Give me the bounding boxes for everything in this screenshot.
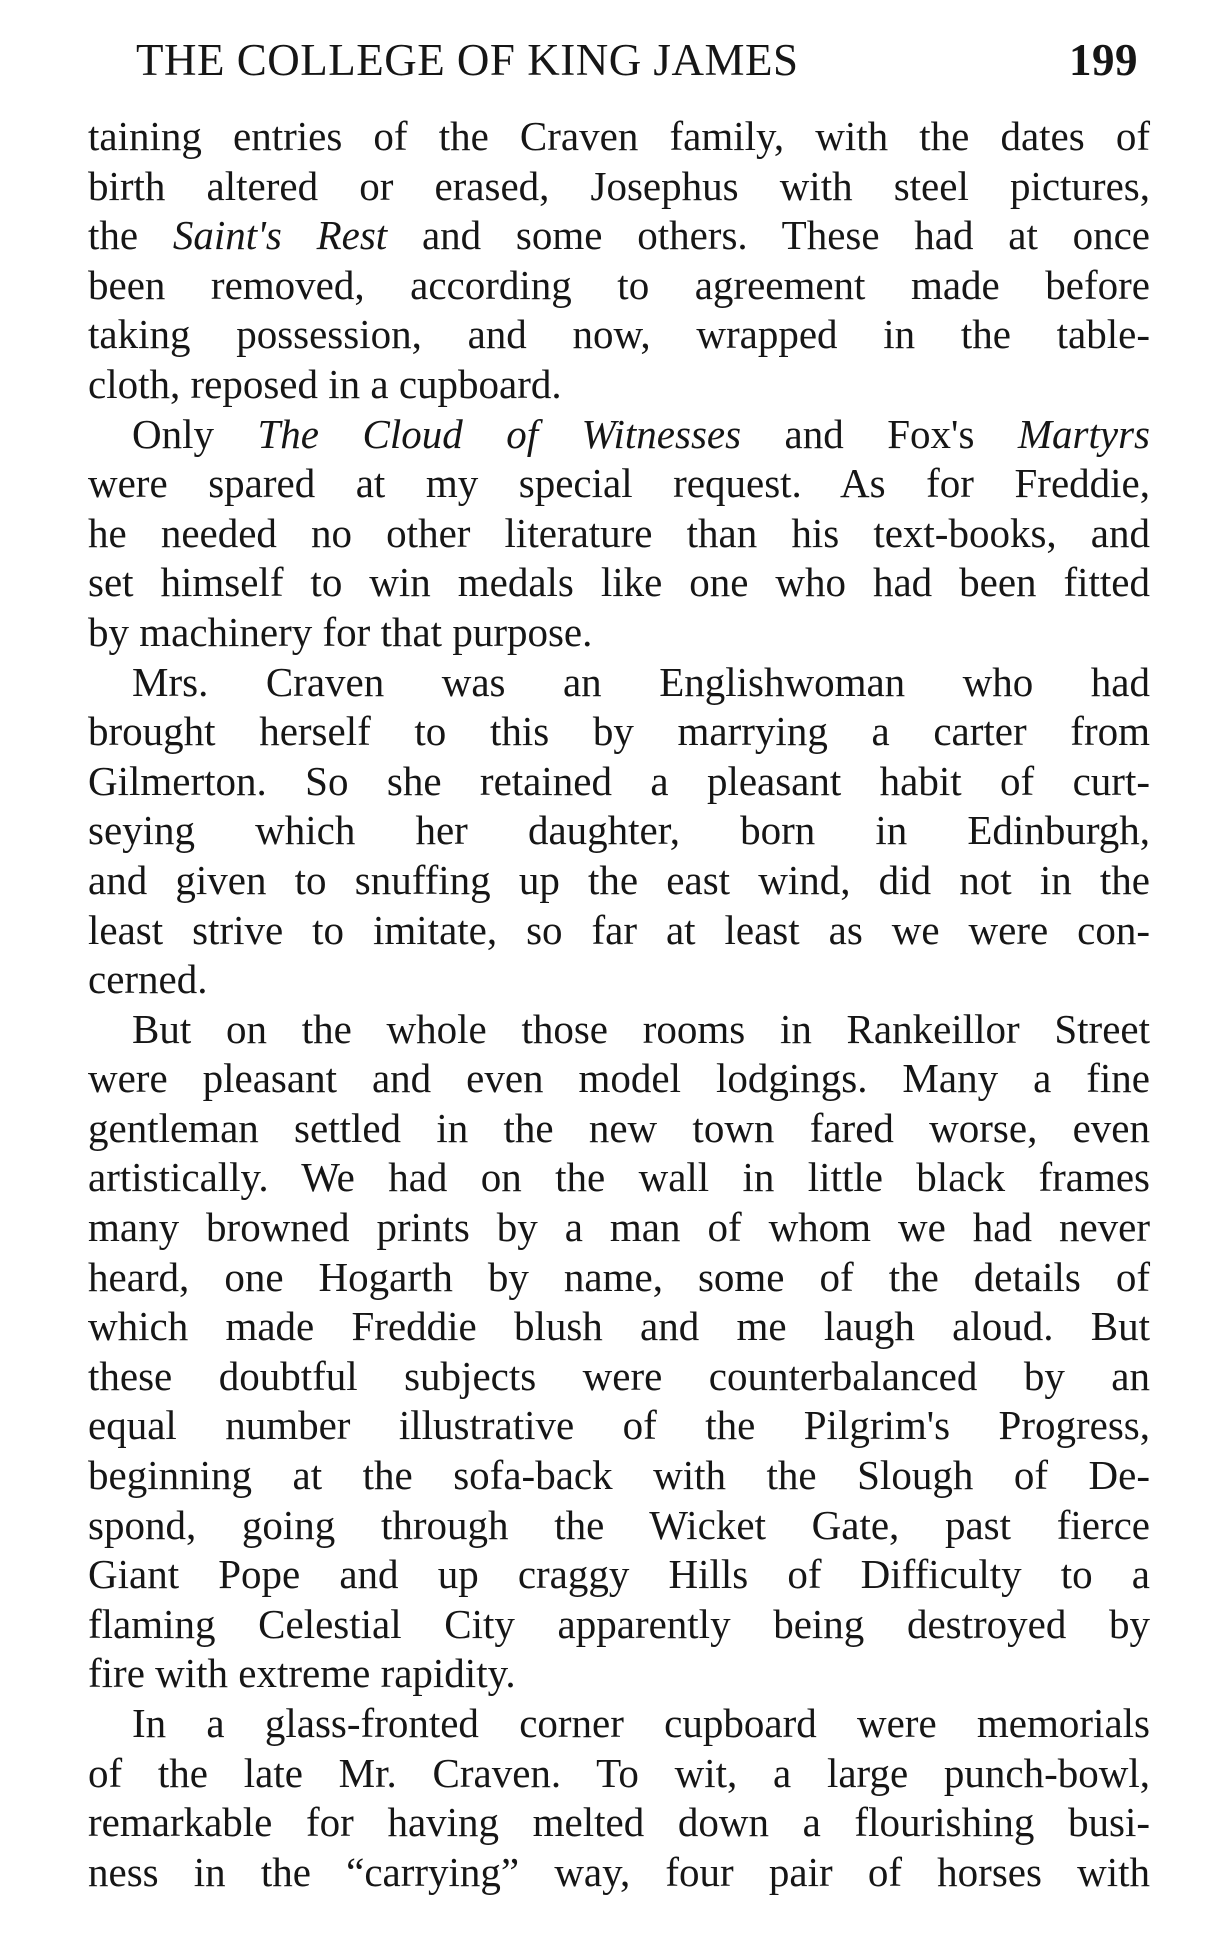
text-line: which made Freddie blush and me laugh aloud. But (88, 1303, 1150, 1350)
text-line: the Saint's Rest and some others. These had at once (88, 212, 1150, 259)
paragraph (88, 658, 1150, 1005)
page-number: 199 (1069, 35, 1138, 85)
text-line: remarkable for having melted down a flourishing busi- (88, 1799, 1150, 1846)
text-line: cerned. (88, 956, 208, 1003)
text-line: many browned prints by a man of whom we had never (88, 1204, 1150, 1251)
text-line: Giant Pope and up craggy Hills of Difficulty to a (88, 1551, 1150, 1598)
text-line: he needed no other literature than his text-books, and (88, 509, 1150, 556)
text-line: birth altered or erased, Josephus with steel pictures, (88, 162, 1150, 209)
text-line: least strive to imitate, so far at least as we were con- (88, 906, 1150, 953)
text-line: of the late Mr. Craven. To wit, a large punch-bowl, (88, 1749, 1150, 1796)
text-line: these doubtful subjects were counterbalanced by an (88, 1352, 1150, 1399)
text-line: beginning at the sofa-back with the Slough of De- (88, 1452, 1150, 1499)
text-line: seying which her daughter, born in Edinburgh, (88, 807, 1150, 854)
text-line: Only The Cloud of Witnesses and Fox's Martyrs (132, 410, 1151, 457)
text-line: Mrs. Craven was an Englishwoman who had (132, 658, 1150, 705)
text-line: and given to snuffing up the east wind, did not in the (88, 856, 1150, 903)
text-line: equal number illustrative of the Pilgrim's Progress, (88, 1402, 1150, 1449)
text-line: been removed, according to agreement made before (88, 261, 1150, 308)
paragraph (88, 410, 1150, 658)
paragraph (88, 112, 1150, 410)
text-line: were pleasant and even model lodgings. Many a fine (88, 1055, 1150, 1102)
running-title: THE COLLEGE OF KING JAMES (136, 35, 799, 85)
text-line: In a glass-fronted corner cupboard were memorials (132, 1700, 1150, 1746)
text-line: taking possession, and now, wrapped in the table- (88, 311, 1150, 358)
text-line: were spared at my special request. As for Freddie, (88, 460, 1150, 507)
book-page (88, 20, 1150, 1897)
text-line: fire with extreme rapidity. (88, 1650, 516, 1697)
text-line: But on the whole those rooms in Rankeillor Street (132, 1005, 1150, 1052)
paragraph (88, 1699, 1150, 1897)
text-line: brought herself to this by marrying a carter from (88, 708, 1150, 755)
text-line: Gilmerton. So she retained a pleasant habit of curt- (88, 757, 1150, 804)
text-line: taining entries of the Craven family, with the dates of (88, 113, 1150, 159)
paragraph (88, 1005, 1150, 1699)
text-line: heard, one Hogarth by name, some of the details of (88, 1253, 1150, 1300)
running-head (88, 20, 1150, 100)
text-line: set himself to win medals like one who had been fitted (88, 559, 1150, 606)
text-line: by machinery for that purpose. (88, 608, 593, 655)
text-line: artistically. We had on the wall in little black frames (88, 1154, 1150, 1201)
text-line: ness in the “carrying” way, four pair of horses with (88, 1848, 1150, 1895)
body-text (88, 112, 1150, 1897)
text-line: spond, going through the Wicket Gate, past fierce (88, 1501, 1150, 1548)
text-line: gentleman settled in the new town fared worse, even (88, 1104, 1150, 1151)
text-line: flaming Celestial City apparently being destroyed by (88, 1600, 1150, 1647)
text-line: cloth, reposed in a cupboard. (88, 360, 562, 407)
